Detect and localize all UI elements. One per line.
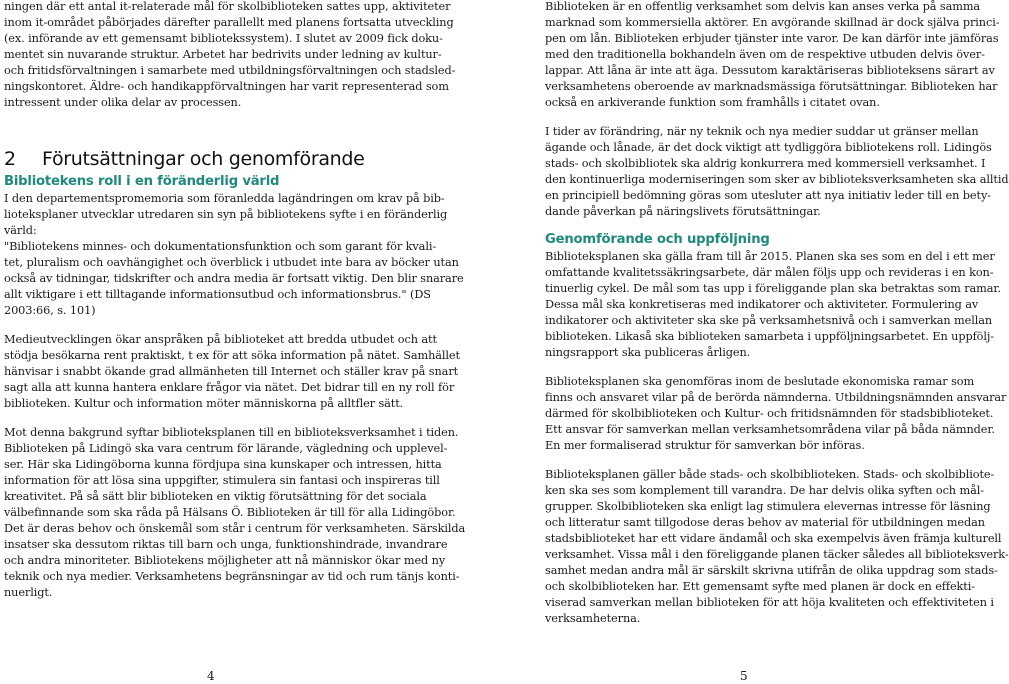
media-paragraph: [4, 332, 460, 412]
text-line: allt viktigare i ett tilltagande informationsutbud och informationsbrus." (DS: [4, 288, 431, 301]
text-line: lioteksplaner utvecklar utredaren sin syn på bibliotekens syfte i en föränderlig: [4, 208, 448, 221]
text-line: intressent under olika delar av processen.: [4, 96, 242, 109]
left-column: [4, 0, 466, 601]
text-line: information för att lösa sina uppgifter, stimulera sin fantasi och inspireras till: [4, 474, 440, 487]
plan-validity-paragraph: [545, 249, 1001, 361]
text-line: ägande och lånade, är det dock viktigt att tydliggöra bibliotekens roll. Lidingös: [545, 141, 992, 154]
responsibility-paragraph: [545, 374, 1007, 454]
text-line: omfattande kvalitetssäkringsarbete, där målen följs upp och revideras i en kon-: [545, 266, 994, 279]
text-line: biblioteken. Likaså ska biblioteken samarbeta i uppföljningsarbetet. En uppfölj-: [545, 330, 994, 343]
text-line: En mer formaliserad struktur för samverkan bör införas.: [545, 439, 865, 452]
text-line: stadsbiblioteket har ett vidare ändamål och ska exempelvis även främja kulturell: [545, 532, 1002, 545]
text-line: tet, pluralism och oavhängighet och överblick i utbudet inte bara av böcker utan: [4, 256, 459, 269]
change-paragraph: [545, 124, 1009, 220]
page-number-right: 5: [740, 669, 748, 683]
text-line: kreativitet. På så sätt blir biblioteken en viktig förutsättning för det sociala: [4, 490, 427, 503]
text-line: välbefinnande som ska råda på Hälsans Ö. Biblioteken är till för alla Lidingöbor.: [4, 506, 456, 519]
text-line: Biblioteken på Lidingö ska vara centrum för lärande, vägledning och upplevel-: [4, 442, 448, 455]
text-line: verksamheterna.: [545, 612, 641, 625]
text-line: insatser ska dessutom riktas till barn och unga, funktionshindrade, invandrare: [4, 538, 448, 551]
text-line: indikatorer och aktiviteter ska ske på verksamhetsnivå och i samverkan mellan: [545, 314, 993, 327]
text-line: marknad som kommersiella aktörer. En avgörande skillnad är dock själva princi-: [545, 16, 1000, 29]
text-line: samhet medan andra mål är särskilt skrivna utifrån de olika uppdrag som stads-: [545, 564, 998, 577]
text-line: ken ska ses som komplement till varandra. De har delvis olika syften och mål-: [545, 484, 984, 497]
text-line: Biblioteksplanen gäller både stads- och skolbiblioteken. Stads- och skolbibliote-: [545, 468, 995, 481]
text-line: ningsrapport ska publiceras årligen.: [545, 346, 751, 359]
background-paragraph: [4, 425, 466, 601]
text-line: teknik och nya medier. Verksamhetens begränsningar av tid och rum tänjs konti-: [4, 570, 460, 583]
text-line: också av tidningar, tidskrifter och andra media är fortsatt viktig. Den blir snarare: [4, 272, 464, 285]
text-line: Dessa mål ska konkretiseras med indikatorer och aktiviteter. Formulering av: [545, 298, 979, 311]
text-line: dande påverkan på näringslivets förutsättningar.: [545, 205, 821, 218]
text-line: den kontinuerliga moderniseringen som sker av biblioteksverksamheten ska alltid: [545, 173, 1009, 186]
section-title: Förutsättningar och genomförande: [42, 148, 365, 170]
text-line: verksamhetens oberoende av marknadsmässiga förutsättningar. Biblioteken har: [545, 80, 998, 93]
text-line: och andra minoriteter. Bibliotekens möjligheter att nå människor ökar med ny: [4, 554, 446, 567]
text-line: Biblioteken är en offentlig verksamhet som delvis kan anses verka på samma: [545, 0, 981, 13]
text-line: och skolbiblioteken har. Ett gemensamt syfte med planen är dock en effekti-: [545, 580, 975, 593]
text-line: tinuerlig cykel. De mål som tas upp i föreliggande plan ska betraktas som ramar.: [545, 282, 1001, 295]
text-line: och litteratur samt tillgodose deras behov av material för utbildningen medan: [545, 516, 985, 529]
text-line: nuerligt.: [4, 586, 53, 599]
text-line: också en arkiverande funktion som framhålls i citatet ovan.: [545, 96, 880, 109]
text-line: ningskontoret. Äldre- och handikappförvaltningen har varit representerad som: [4, 80, 449, 93]
text-line: verksamhet. Vissa mål i den föreliggande planen täcker således all biblioteksverk-: [545, 548, 1009, 561]
text-line: I den departementspromemoria som föranledda lagändringen om krav på bib-: [4, 192, 445, 205]
left-page: [0, 0, 480, 684]
library-market-paragraph: [545, 0, 1000, 111]
text-line: ser. Här ska Lidingöborna kunna fördjupa sina kunskaper och intressen, hitta: [4, 458, 442, 471]
text-line: pen om lån. Biblioteken erbjuder tjänster inte varor. De kan därför inte jämföras: [545, 32, 999, 45]
subheading-bibliotekens-roll: Bibliotekens roll i en föränderlig värld: [4, 174, 280, 189]
text-line: en principiell bedömning göras som utesluter att nya initiativ leder till en bety-: [545, 189, 991, 202]
text-line: Biblioteksplanen ska gälla fram till år 2015. Planen ska ses som en del i ett mer: [545, 250, 995, 263]
text-line: finns och ansvaret vilar på de berörda nämnderna. Utbildningsnämnden ansvarar: [545, 391, 1007, 404]
text-line: grupper. Skolbiblioteken ska enligt lag stimulera elevernas intresse för läsning: [545, 500, 991, 513]
text-line: viserad samverkan mellan biblioteken för att höja kvaliteten och effektiviteten i: [545, 596, 994, 609]
right-page: [480, 0, 1009, 684]
text-line: hänvisar i snabbt ökande grad allmänheten till Internet och ställer krav på snart: [4, 365, 459, 378]
text-line: (ex. införande av ett gemensamt bibliotekssystem). I slutet av 2009 fick doku-: [4, 32, 443, 45]
text-line: lappar. Att låna är inte att äga. Dessutom karaktäriseras biblioteksens särart av: [545, 64, 995, 77]
text-line: 2003:66, s. 101): [4, 304, 96, 317]
school-library-paragraph: [545, 467, 1009, 627]
text-line: Mot denna bakgrund syftar biblioteksplanen till en biblioteksverksamhet i tiden.: [4, 426, 459, 439]
section-number: 2: [4, 148, 16, 170]
text-line: stödja besökarna rent praktiskt, t ex för att söka information på nätet. Samhället: [4, 349, 460, 362]
quote-paragraph: [4, 191, 464, 319]
text-line: och fritidsförvaltningen i samarbete med utbildningsförvaltningen och stadsled-: [4, 64, 456, 77]
text-line: ningen där ett antal it-relaterade mål för skolbiblioteken sattes upp, aktiviteter: [4, 0, 451, 13]
text-line: mentet sin nuvarande struktur. Arbetet har bedrivits under ledning av kultur-: [4, 48, 442, 61]
text-line: därmed för skolbiblioteken och Kultur- och fritidsnämnden för stadsbiblioteket.: [545, 407, 994, 420]
intro-paragraph: [4, 0, 456, 111]
text-line: Biblioteksplanen ska genomföras inom de beslutade ekonomiska ramar som: [545, 375, 975, 388]
text-line: värld:: [4, 224, 37, 237]
text-line: med den traditionella bokhandeln även om de respektive utbuden delvis över-: [545, 48, 985, 61]
text-line: I tider av förändring, när ny teknik och nya medier suddar ut gränser mellan: [545, 125, 979, 138]
text-line: Medieutvecklingen ökar anspråken på biblioteket att bredda utbudet och att: [4, 333, 437, 346]
text-line: stads- och skolbibliotek ska aldrig konkurrera med kommersiell verksamhet. I: [545, 157, 986, 170]
page-number-left: 4: [207, 669, 215, 683]
text-line: Ett ansvar för samverkan mellan verksamhetsområdena vilar på båda nämnder.: [545, 423, 995, 436]
subheading-genomforande: Genomförande och uppföljning: [545, 232, 770, 247]
text-line: inom it-området påbörjades därefter parallellt med planens fortsatta utveckling: [4, 16, 454, 29]
text-line: Det är deras behov och önskemål som står i centrum för verksamheten. Särskilda: [4, 522, 466, 535]
right-column: [545, 0, 1009, 627]
text-line: "Bibliotekens minnes- och dokumentationsfunktion och som garant för kvali-: [4, 240, 437, 253]
text-line: biblioteken. Kultur och information möter människorna på alltfler sätt.: [4, 397, 404, 410]
section-heading: [4, 147, 444, 171]
text-line: sagt alla att kunna hantera enklare frågor via nätet. Det bidrar till en ny roll för: [4, 381, 455, 394]
